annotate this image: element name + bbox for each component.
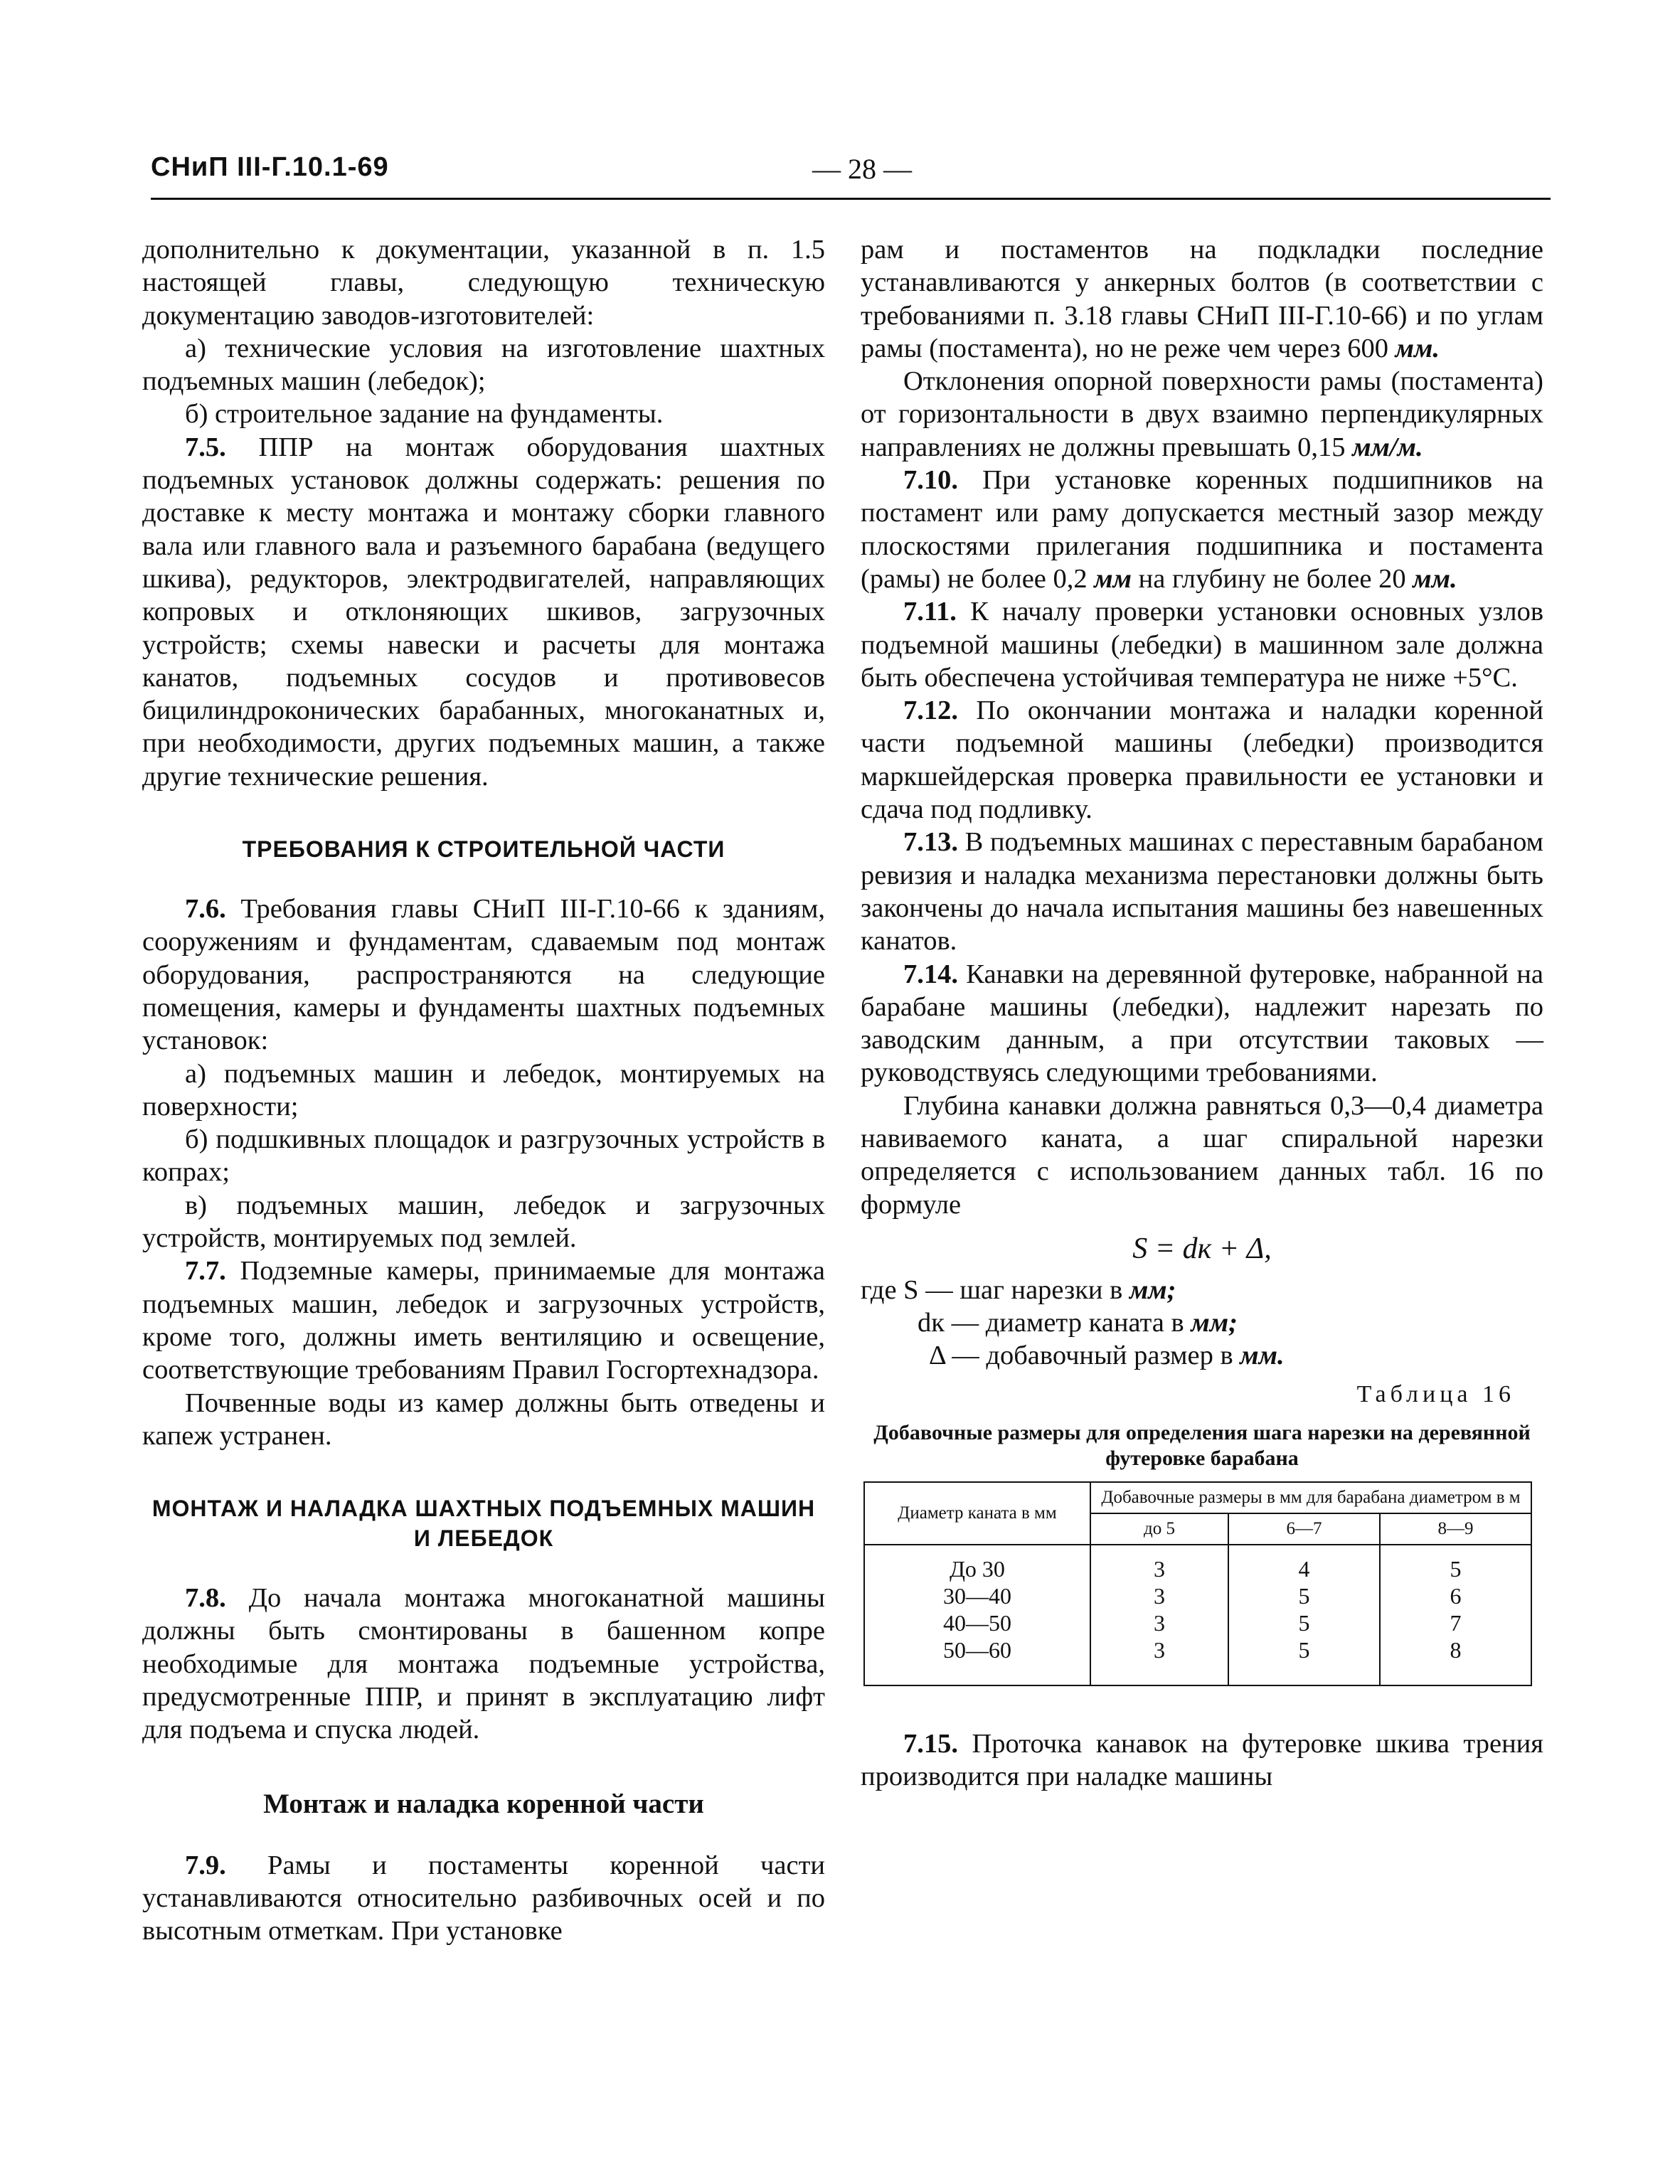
clause-text: К началу проверки установки основных узлов подъемной машины (лебедки) в машинном зале должна быть обеспечена устойчивая температура не ниже +5°С. xyxy=(861,597,1543,693)
clause-7-14 xyxy=(861,958,1543,1090)
table-cell: 4 xyxy=(1228,1545,1380,1582)
formula-legend-delta xyxy=(861,1339,1543,1372)
clause-7-5 xyxy=(142,431,825,793)
clause-number: 7.12. xyxy=(903,696,958,726)
table-cell: 5 xyxy=(1380,1545,1531,1582)
table-cell: 3 xyxy=(1090,1582,1228,1609)
unit: мм/м. xyxy=(1352,432,1423,462)
legend-text: dк — диаметр каната в xyxy=(918,1307,1191,1338)
table-cell: 3 xyxy=(1090,1636,1228,1685)
left-column xyxy=(142,233,825,1947)
table-cell: 6 xyxy=(1380,1582,1531,1609)
table-row xyxy=(864,1582,1531,1609)
clause-7-10 xyxy=(861,464,1543,595)
clause-number: 7.10. xyxy=(903,465,958,496)
clause-number: 7.8. xyxy=(185,1583,226,1614)
clause-7-13 xyxy=(861,826,1543,957)
paragraph: Глубина канавки должна равняться 0,3—0,4 диаметра навиваемого каната, а шаг спиральной нарезки определяется с использованием данных табл. 16 по формуле xyxy=(861,1090,1543,1220)
clause-text: Проточка канавок на футеровке шкива трения производится при наладке машины xyxy=(861,1728,1543,1792)
table-cell: 5 xyxy=(1228,1636,1380,1685)
table-row xyxy=(864,1545,1531,1582)
clause-text: До начала монтажа многоканатной машины должны быть смонтированы в башенном копре необходимые для монтажа подъемные устройства, предусмотренные ППР, и принят в эксплуатацию лифт для подъема и спуска людей. xyxy=(142,1583,825,1745)
table-row xyxy=(864,1609,1531,1636)
clause-text: По окончании монтажа и наладки коренной части подъемной машины (лебедки) производится маркшейдерская проверка правильности ее установки и сдача под подливку. xyxy=(861,696,1543,825)
right-column xyxy=(861,233,1543,1794)
clause-text: При установке коренных подшипников на постамент или раму допускается местный зазор между плоскостями прилегания подшипника и постамента (рамы) не более 0,2 xyxy=(861,465,1543,594)
paragraph: Почвенные воды из камер должны быть отведены и капеж устранен. xyxy=(142,1387,825,1451)
clause-text: ППР на монтаж оборудования шахтных подъемных установок должны содержать: решения по доставке к месту монтажа и монтажу сборки главного вала или главного вала и разъемного барабана (ведущего шкива), редукторов, электродвигателей, направляющих копровых и отклоняющих шкивов, загрузочных устройств; схемы навески и расчеты для монтажа канатов, подъемных сосудов и противовесов бицилиндроконических барабанных, многоканатных и, при необходимости, других подъемных машин, а также другие технические решения. xyxy=(142,432,825,792)
clause-7-15 xyxy=(861,1727,1543,1794)
paragraph-text: рам и постаментов на подкладки последние устанавливаются у анкерных болтов (в соответствии с требованиями п. 3.18 главы СНиП III-Г.10-66) и по углам рамы (постамента), но не реже чем через 600 xyxy=(861,235,1543,363)
header-rule xyxy=(151,198,1551,200)
table-title: Добавочные размеры для определения шага нарезки на деревянной футеровке барабана xyxy=(873,1420,1531,1470)
clause-number: 7.5. xyxy=(185,432,226,462)
clause-7-12 xyxy=(861,694,1543,826)
clause-number: 7.15. xyxy=(903,1728,958,1759)
clause-text: Требования главы СНиП III-Г.10-66 к зданиям, сооружениям и фундаментам, сдаваемым под монтаж оборудования, распространяются на следующие помещения, камеры и фундаменты шахтных подъемных установок: xyxy=(142,894,825,1056)
list-item: в) подъемных машин, лебедок и загрузочных устройств, монтируемых под землей. xyxy=(142,1190,825,1254)
paragraph xyxy=(861,233,1543,365)
unit: мм. xyxy=(1395,333,1440,363)
page-header xyxy=(151,152,1551,191)
table-cell: До 30 xyxy=(864,1545,1090,1582)
clause-text: Рамы и постаменты коренной части устанавливаются относительно разбивочных осей и по высотным отметкам. При установке xyxy=(142,1850,825,1946)
table-number: Таблица 16 xyxy=(1356,1380,1515,1407)
data-table xyxy=(863,1481,1532,1686)
formula-legend-dk xyxy=(861,1306,1543,1339)
document-code: СНиП III-Г.10.1-69 xyxy=(151,152,389,182)
column-header: 6—7 xyxy=(1228,1513,1380,1545)
unit: мм. xyxy=(1240,1340,1285,1370)
unit: мм xyxy=(1094,563,1132,594)
clause-number: 7.11. xyxy=(903,597,957,627)
clause-number: 7.14. xyxy=(903,959,958,989)
formula: S = dк + Δ, xyxy=(1132,1232,1272,1265)
table-cell: 30—40 xyxy=(864,1582,1090,1609)
clause-7-11 xyxy=(861,595,1543,694)
clause-number: 7.7. xyxy=(185,1256,226,1287)
formula-legend-s xyxy=(861,1274,1543,1306)
section-heading: МОНТАЖ И НАЛАДКА ШАХТНЫХ ПОДЪЕМНЫХ МАШИН И ЛЕБЕДОК xyxy=(151,1496,816,1552)
clause-7-9 xyxy=(142,1849,825,1948)
table-cell: 7 xyxy=(1380,1609,1531,1636)
table-cell: 5 xyxy=(1228,1609,1380,1636)
column-header: 8—9 xyxy=(1380,1513,1531,1545)
column-header: до 5 xyxy=(1090,1513,1228,1545)
subsection-heading: Монтаж и наладка коренной части xyxy=(263,1788,704,1819)
table-cell: 5 xyxy=(1228,1582,1380,1609)
table-cell: 50—60 xyxy=(864,1636,1090,1685)
clause-number: 7.9. xyxy=(185,1850,226,1880)
legend-text: где S — шаг нарезки в xyxy=(861,1274,1129,1305)
clause-text: Канавки на деревянной футеровке, набранной на барабане машины (лебедки), надлежит нарезать по заводским данным, а при отсутствии таковых — руководствуясь следующими требованиями. xyxy=(861,959,1543,1088)
table-cell: 40—50 xyxy=(864,1609,1090,1636)
section-heading: ТРЕБОВАНИЯ К СТРОИТЕЛЬНОЙ ЧАСТИ xyxy=(242,836,725,863)
unit: мм; xyxy=(1191,1307,1238,1338)
clause-text: Подземные камеры, принимаемые для монтажа подъемных машин, лебедок и загрузочных устройств, кроме того, должны иметь вентиляцию и освещение, соответствующие требованиям Правил Госгортехнадзора. xyxy=(142,1256,825,1385)
clause-7-7 xyxy=(142,1255,825,1386)
unit: мм; xyxy=(1129,1274,1176,1305)
list-item: а) технические условия на изготовление шахтных подъемных машин (лебедок); xyxy=(142,333,825,397)
paragraph xyxy=(861,365,1543,464)
page-number: — 28 — xyxy=(812,153,912,185)
paragraph: дополнительно к документации, указанной в п. 1.5 настоящей главы, следующую техническую документацию заводов-изготовителей: xyxy=(142,235,825,331)
list-item: а) подъемных машин и лебедок, монтируемых на поверхности; xyxy=(142,1058,825,1122)
clause-7-8 xyxy=(142,1582,825,1746)
table-cell: 8 xyxy=(1380,1636,1531,1685)
list-item: б) строительное задание на фундаменты. xyxy=(185,399,664,430)
legend-text: Δ — добавочный размер в xyxy=(929,1340,1240,1370)
table-cell: 3 xyxy=(1090,1545,1228,1582)
column-group-header: Добавочные размеры в мм для барабана диаметром в м xyxy=(1090,1482,1531,1513)
clause-7-6 xyxy=(142,893,825,1057)
clause-text: на глубину не более 20 xyxy=(1132,563,1413,594)
table-cell: 3 xyxy=(1090,1609,1228,1636)
list-item: б) подшкивных площадок и разгрузочных устройств в копрах; xyxy=(142,1124,825,1188)
clause-number: 7.13. xyxy=(903,827,958,858)
clause-text: В подъемных машинах с переставным барабаном ревизия и наладка механизма перестановки должны быть закончены до начала испытания машины без навешенных канатов. xyxy=(861,827,1543,957)
table-row xyxy=(864,1636,1531,1685)
clause-number: 7.6. xyxy=(185,894,226,925)
paragraph-text: Отклонения опорной поверхности рамы (постамента) от горизонтальности в двух взаимно перпендикулярных направлениях не должны превышать 0,15 xyxy=(861,366,1543,462)
unit: мм. xyxy=(1413,563,1457,594)
column-header: Диаметр каната в мм xyxy=(864,1482,1090,1545)
